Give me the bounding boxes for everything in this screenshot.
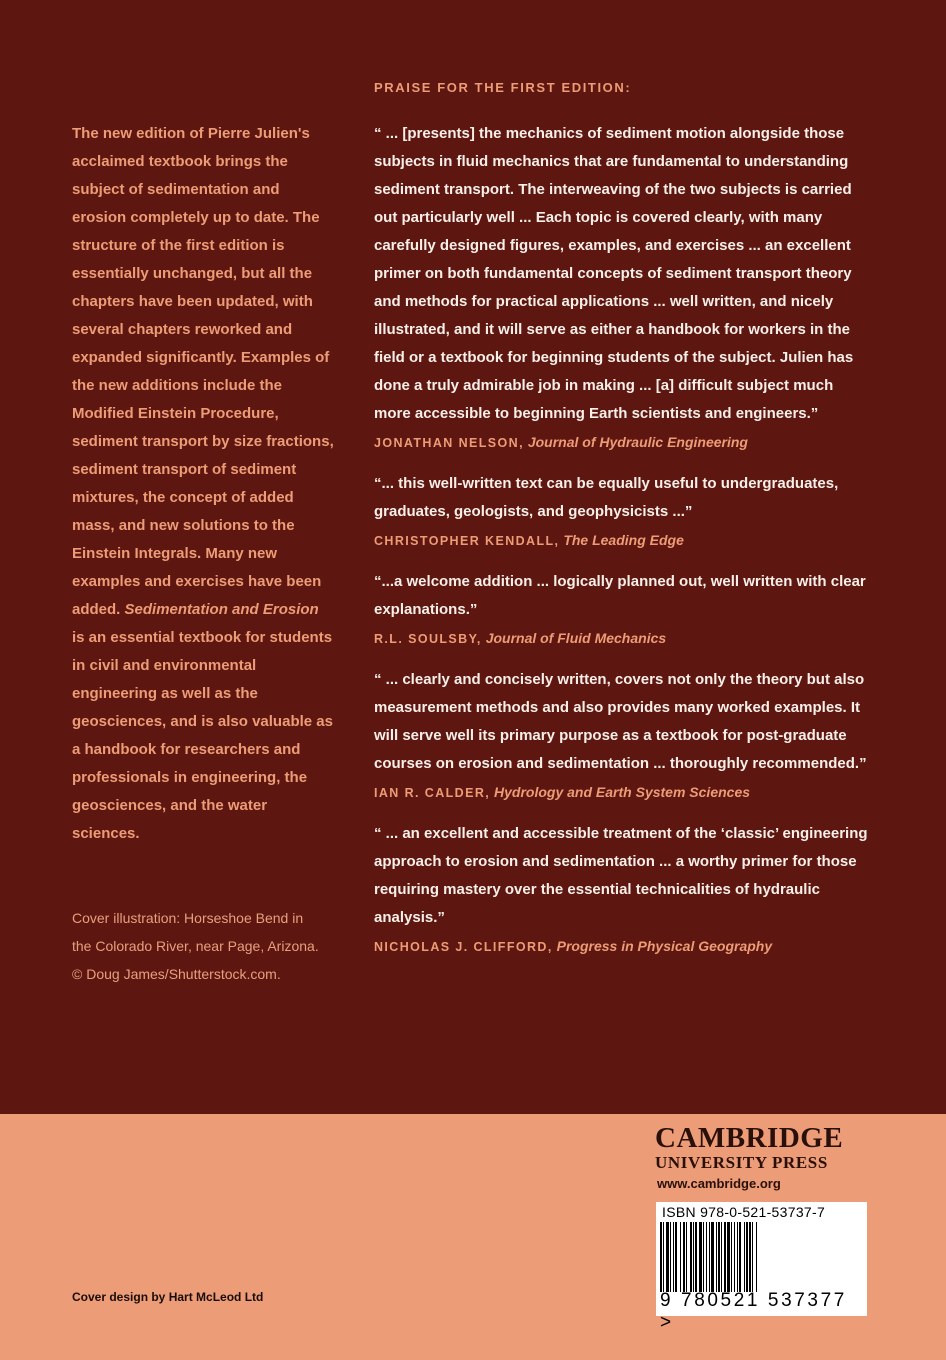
barcode-bar <box>686 1222 687 1292</box>
barcode-digits: 9 780521 537377 > <box>660 1290 847 1333</box>
review-1 <box>374 120 874 457</box>
barcode-bar <box>660 1222 662 1292</box>
review-2 <box>374 470 874 555</box>
review-attribution <box>374 932 874 961</box>
barcode-bar <box>749 1222 751 1292</box>
reviewer-name: R.L. SOULSBY, <box>374 632 482 646</box>
barcode-bar <box>706 1222 707 1292</box>
barcode-bar <box>721 1222 722 1292</box>
reviewer-name: IAN R. CALDER, <box>374 786 491 800</box>
barcode-bar <box>744 1222 745 1292</box>
review-publication: Journal of Fluid Mechanics <box>485 630 667 646</box>
barcode-bar <box>695 1222 697 1292</box>
barcode-bar <box>699 1222 702 1292</box>
cover-illustration-credit <box>72 904 342 988</box>
barcode-bar <box>718 1222 720 1292</box>
review-publication: Progress in Physical Geography <box>556 938 773 954</box>
barcode-bar <box>663 1222 664 1292</box>
review-quote: “ ... [presents] the mechanics of sediment motion alongside those subjects in fluid mechanics that are fundamental to understanding sediment transport. The interweaving of the two subjects is carried out particularly well ... Each topic is covered clearly, with many carefully designed figures, examples, and exercises ... an excellent primer on both fundamental concepts of sediment transport theory and methods for practical applications ... well written, and nicely illustrated, and it will serve as either a handbook for workers in the field or a textbook for beginning students of the subject. Julien has done a truly admirable job in making ... [a] difficult subject much more accessible to beginning Earth scientists and engineers.” <box>374 125 854 422</box>
book-description <box>72 120 334 848</box>
credit-line: © Doug James/Shutterstock.com. <box>72 966 281 982</box>
barcode-bar <box>711 1222 714 1292</box>
review-attribution <box>374 778 874 807</box>
barcode-bar <box>690 1222 692 1292</box>
review-attribution <box>374 526 874 555</box>
barcode-bars <box>660 1222 864 1292</box>
barcode-bar <box>703 1222 704 1292</box>
barcode-bar <box>727 1222 730 1292</box>
description-text-continued: is an essential textbook for students in civil and environmental engineering as well as the geosciences, and is also valuable as a handbook for researchers and professionals in engineering, the geosciences, and the water sciences. <box>72 629 333 842</box>
barcode-bar <box>716 1222 717 1292</box>
credit-line: Cover illustration: Horseshoe Bend in <box>72 910 304 926</box>
barcode-bar <box>737 1222 738 1292</box>
publisher-url: www.cambridge.org <box>657 1176 781 1191</box>
review-quote: “... this well-written text can be equally useful to undergraduates, graduates, geologists, and geophysicists ...” <box>374 475 839 520</box>
cover-design-credit: Cover design by Hart McLeod Ltd <box>72 1290 264 1304</box>
barcode-bar <box>752 1222 753 1292</box>
barcode-bar <box>731 1222 732 1292</box>
barcode-bar <box>734 1222 735 1292</box>
review-publication: Journal of Hydraulic Engineering <box>527 434 748 450</box>
barcode-bar <box>756 1222 757 1292</box>
review-publication: Hydrology and Earth System Sciences <box>494 784 751 800</box>
publisher-logo <box>655 1122 870 1191</box>
barcode-bar <box>675 1222 677 1292</box>
barcode-bar <box>673 1222 674 1292</box>
review-attribution <box>374 428 874 457</box>
description-text: The new edition of Pierre Julien's acclaimed textbook brings the subject of sedimentation and erosion completely up to date. The structure of the first edition is essentially unchanged, but all the chapters have been updated, with several chapters reworked and expanded significantly. Examples of the new additions include the Modified Einstein Procedure, sediment transport by size fractions, sediment transport of sediment mixtures, the concept of added mass, and new solutions to the Einstein Integrals. Many new examples and exercises have been added. <box>72 125 334 618</box>
review-publication: The Leading Edge <box>563 532 684 548</box>
review-quote: “ ... clearly and concisely written, covers not only the theory but also measurement methods and also provides many worked examples. It will serve well its primary purpose as a textbook for post-graduate courses on erosion and sedimentation ... thoroughly recommended.” <box>374 671 867 772</box>
review-3 <box>374 568 874 653</box>
reviewer-name: JONATHAN NELSON, <box>374 436 524 450</box>
barcode-bar <box>724 1222 726 1292</box>
credit-line: the Colorado River, near Page, Arizona. <box>72 938 319 954</box>
barcode-bar <box>746 1222 748 1292</box>
praise-heading: PRAISE FOR THE FIRST EDITION: <box>374 80 632 95</box>
barcode-bar <box>670 1222 671 1292</box>
publisher-subname: UNIVERSITY PRESS <box>655 1153 828 1172</box>
reviewer-name: NICHOLAS J. CLIFFORD, <box>374 940 553 954</box>
barcode-bar <box>666 1222 669 1292</box>
barcode-bar <box>683 1222 685 1292</box>
publisher-name: CAMBRIDGE <box>655 1122 844 1154</box>
barcode-bar <box>693 1222 694 1292</box>
review-quote: “ ... an excellent and accessible treatment of the ‘classic’ engineering approach to erosion and sedimentation ... a worthy primer for those requiring mastery over the essential technicalities of hydraulic analysis.” <box>374 825 868 926</box>
review-quote: “...a welcome addition ... logically planned out, well written with clear explanations.” <box>374 573 866 618</box>
review-4 <box>374 666 874 807</box>
barcode-bar <box>739 1222 741 1292</box>
barcode-bar <box>709 1222 710 1292</box>
isbn-label: ISBN 978-0-521-53737-7 <box>662 1204 826 1220</box>
review-attribution <box>374 624 874 653</box>
review-5 <box>374 820 874 961</box>
barcode-bar <box>680 1222 681 1292</box>
reviewer-name: CHRISTOPHER KENDALL, <box>374 534 560 548</box>
book-title-italic: Sedimentation and Erosion <box>124 601 319 618</box>
isbn-barcode <box>656 1202 867 1333</box>
